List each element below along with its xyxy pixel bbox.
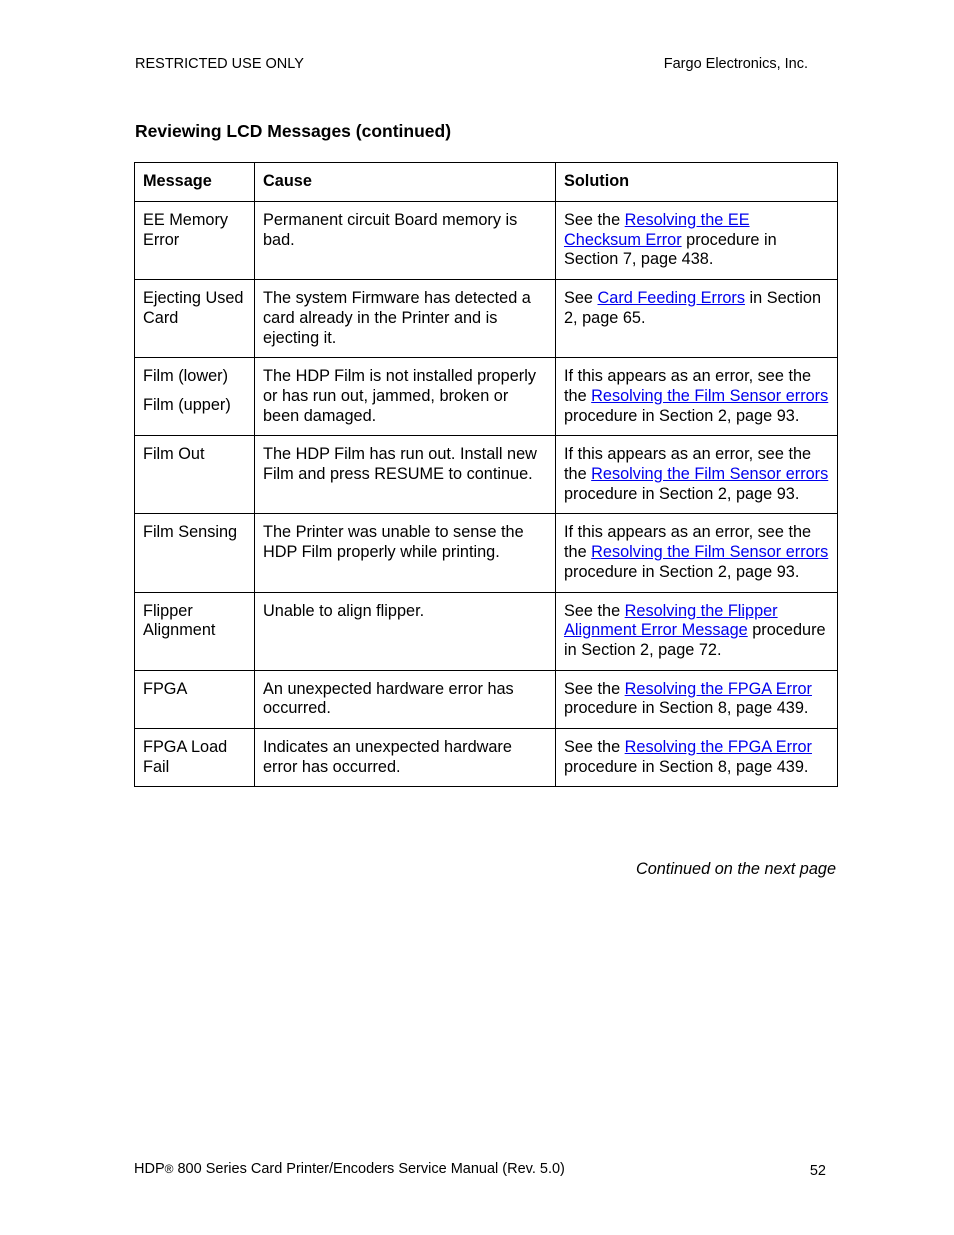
message-cell: FPGA: [135, 670, 255, 728]
cause-cell: The Printer was unable to sense the HDP Film properly while printing.: [255, 514, 556, 592]
message-cell: Flipper Alignment: [135, 592, 255, 670]
solution-text: procedure in Section 8, page 439.: [564, 699, 809, 718]
table-row: [135, 670, 838, 728]
message-cell: Film Sensing: [135, 514, 255, 592]
lcd-messages-table: [134, 162, 838, 787]
solution-link[interactable]: Resolving the Film Sensor errors: [591, 543, 829, 562]
cause-cell: The HDP Film is not installed properly or has run out, jammed, broken or been damaged.: [255, 358, 556, 436]
solution-text: See the: [564, 601, 625, 620]
column-header-message: Message: [135, 163, 255, 202]
message-cell: [135, 358, 255, 436]
section-title: Reviewing LCD Messages (continued): [135, 121, 452, 141]
solution-text: procedure in Section 2, page 72.: [564, 621, 826, 659]
solution-link[interactable]: Resolving the Film Sensor errors: [591, 386, 829, 405]
solution-cell: [556, 202, 838, 280]
cause-cell: Unable to align flipper.: [255, 592, 556, 670]
message-cell: Ejecting Used Card: [135, 280, 255, 358]
solution-text: If this appears as an error, see the the: [564, 367, 812, 405]
solution-cell: [556, 729, 838, 787]
table-row: [135, 592, 838, 670]
solution-cell: [556, 592, 838, 670]
solution-link[interactable]: Card Feeding Errors: [597, 289, 745, 308]
solution-link[interactable]: Resolving the FPGA Error: [624, 679, 812, 698]
solution-cell: [556, 280, 838, 358]
table-row: [135, 436, 838, 514]
footer-title-suffix: 800 Series Card Printer/Encoders Service Manual (Rev. 5.0): [173, 1161, 565, 1177]
solution-text: in Section 2, page 65.: [564, 289, 822, 327]
table-header-row: [135, 163, 838, 202]
solution-text: procedure in Section 2, page 93.: [564, 406, 800, 425]
solution-text: See the: [564, 738, 625, 757]
solution-cell: [556, 358, 838, 436]
solution-link[interactable]: Resolving the Flipper Alignment Error Message: [564, 601, 778, 640]
table-row: [135, 358, 838, 436]
table-row: [135, 280, 838, 358]
message-text: Film (lower): [143, 367, 229, 386]
table-row: [135, 202, 838, 280]
message-cell: EE Memory Error: [135, 202, 255, 280]
cause-cell: The system Firmware has detected a card already in the Printer and is ejecting it.: [255, 280, 556, 358]
column-header-cause: Cause: [255, 163, 556, 202]
registered-mark: ®: [164, 1162, 174, 1176]
footer-manual-title: [134, 1161, 565, 1177]
solution-text: If this appears as an error, see the the: [564, 445, 812, 484]
solution-text: If this appears as an error, see the the: [564, 523, 812, 562]
header-company-name: Fargo Electronics, Inc.: [663, 56, 808, 72]
solution-text: procedure in Section 2, page 93.: [564, 484, 800, 503]
cause-cell: An unexpected hardware error has occurred.: [255, 670, 556, 728]
solution-link[interactable]: Resolving the FPGA Error: [624, 738, 812, 757]
message-cell: FPGA Load Fail: [135, 729, 255, 787]
column-header-solution: Solution: [556, 163, 838, 202]
table-row: [135, 514, 838, 592]
footer-title-prefix: HDP: [134, 1161, 165, 1177]
cause-cell: The HDP Film has run out. Install new Film and press RESUME to continue.: [255, 436, 556, 514]
solution-link[interactable]: Resolving the Film Sensor errors: [591, 465, 829, 484]
cause-cell: Permanent circuit Board memory is bad.: [255, 202, 556, 280]
solution-text: See: [564, 289, 598, 308]
message-cell: Film Out: [135, 436, 255, 514]
continued-note: Continued on the next page: [635, 860, 836, 878]
solution-cell: [556, 670, 838, 728]
solution-text: procedure in Section 7, page 438.: [564, 230, 777, 269]
page-number: 52: [809, 1163, 826, 1179]
solution-cell: [556, 514, 838, 592]
message-text-secondary: Film (upper): [143, 395, 231, 414]
solution-text: See the: [564, 679, 625, 698]
table-row: [135, 729, 838, 787]
solution-link[interactable]: Resolving the EE Checksum Error: [564, 211, 750, 249]
solution-cell: [556, 436, 838, 514]
solution-text: See the: [564, 211, 625, 229]
cause-cell: Indicates an unexpected hardware error has occurred.: [255, 729, 556, 787]
header-restricted-notice: RESTRICTED USE ONLY: [135, 56, 304, 72]
solution-text: procedure in Section 2, page 93.: [564, 562, 800, 581]
solution-text: procedure in Section 8, page 439.: [564, 757, 809, 776]
